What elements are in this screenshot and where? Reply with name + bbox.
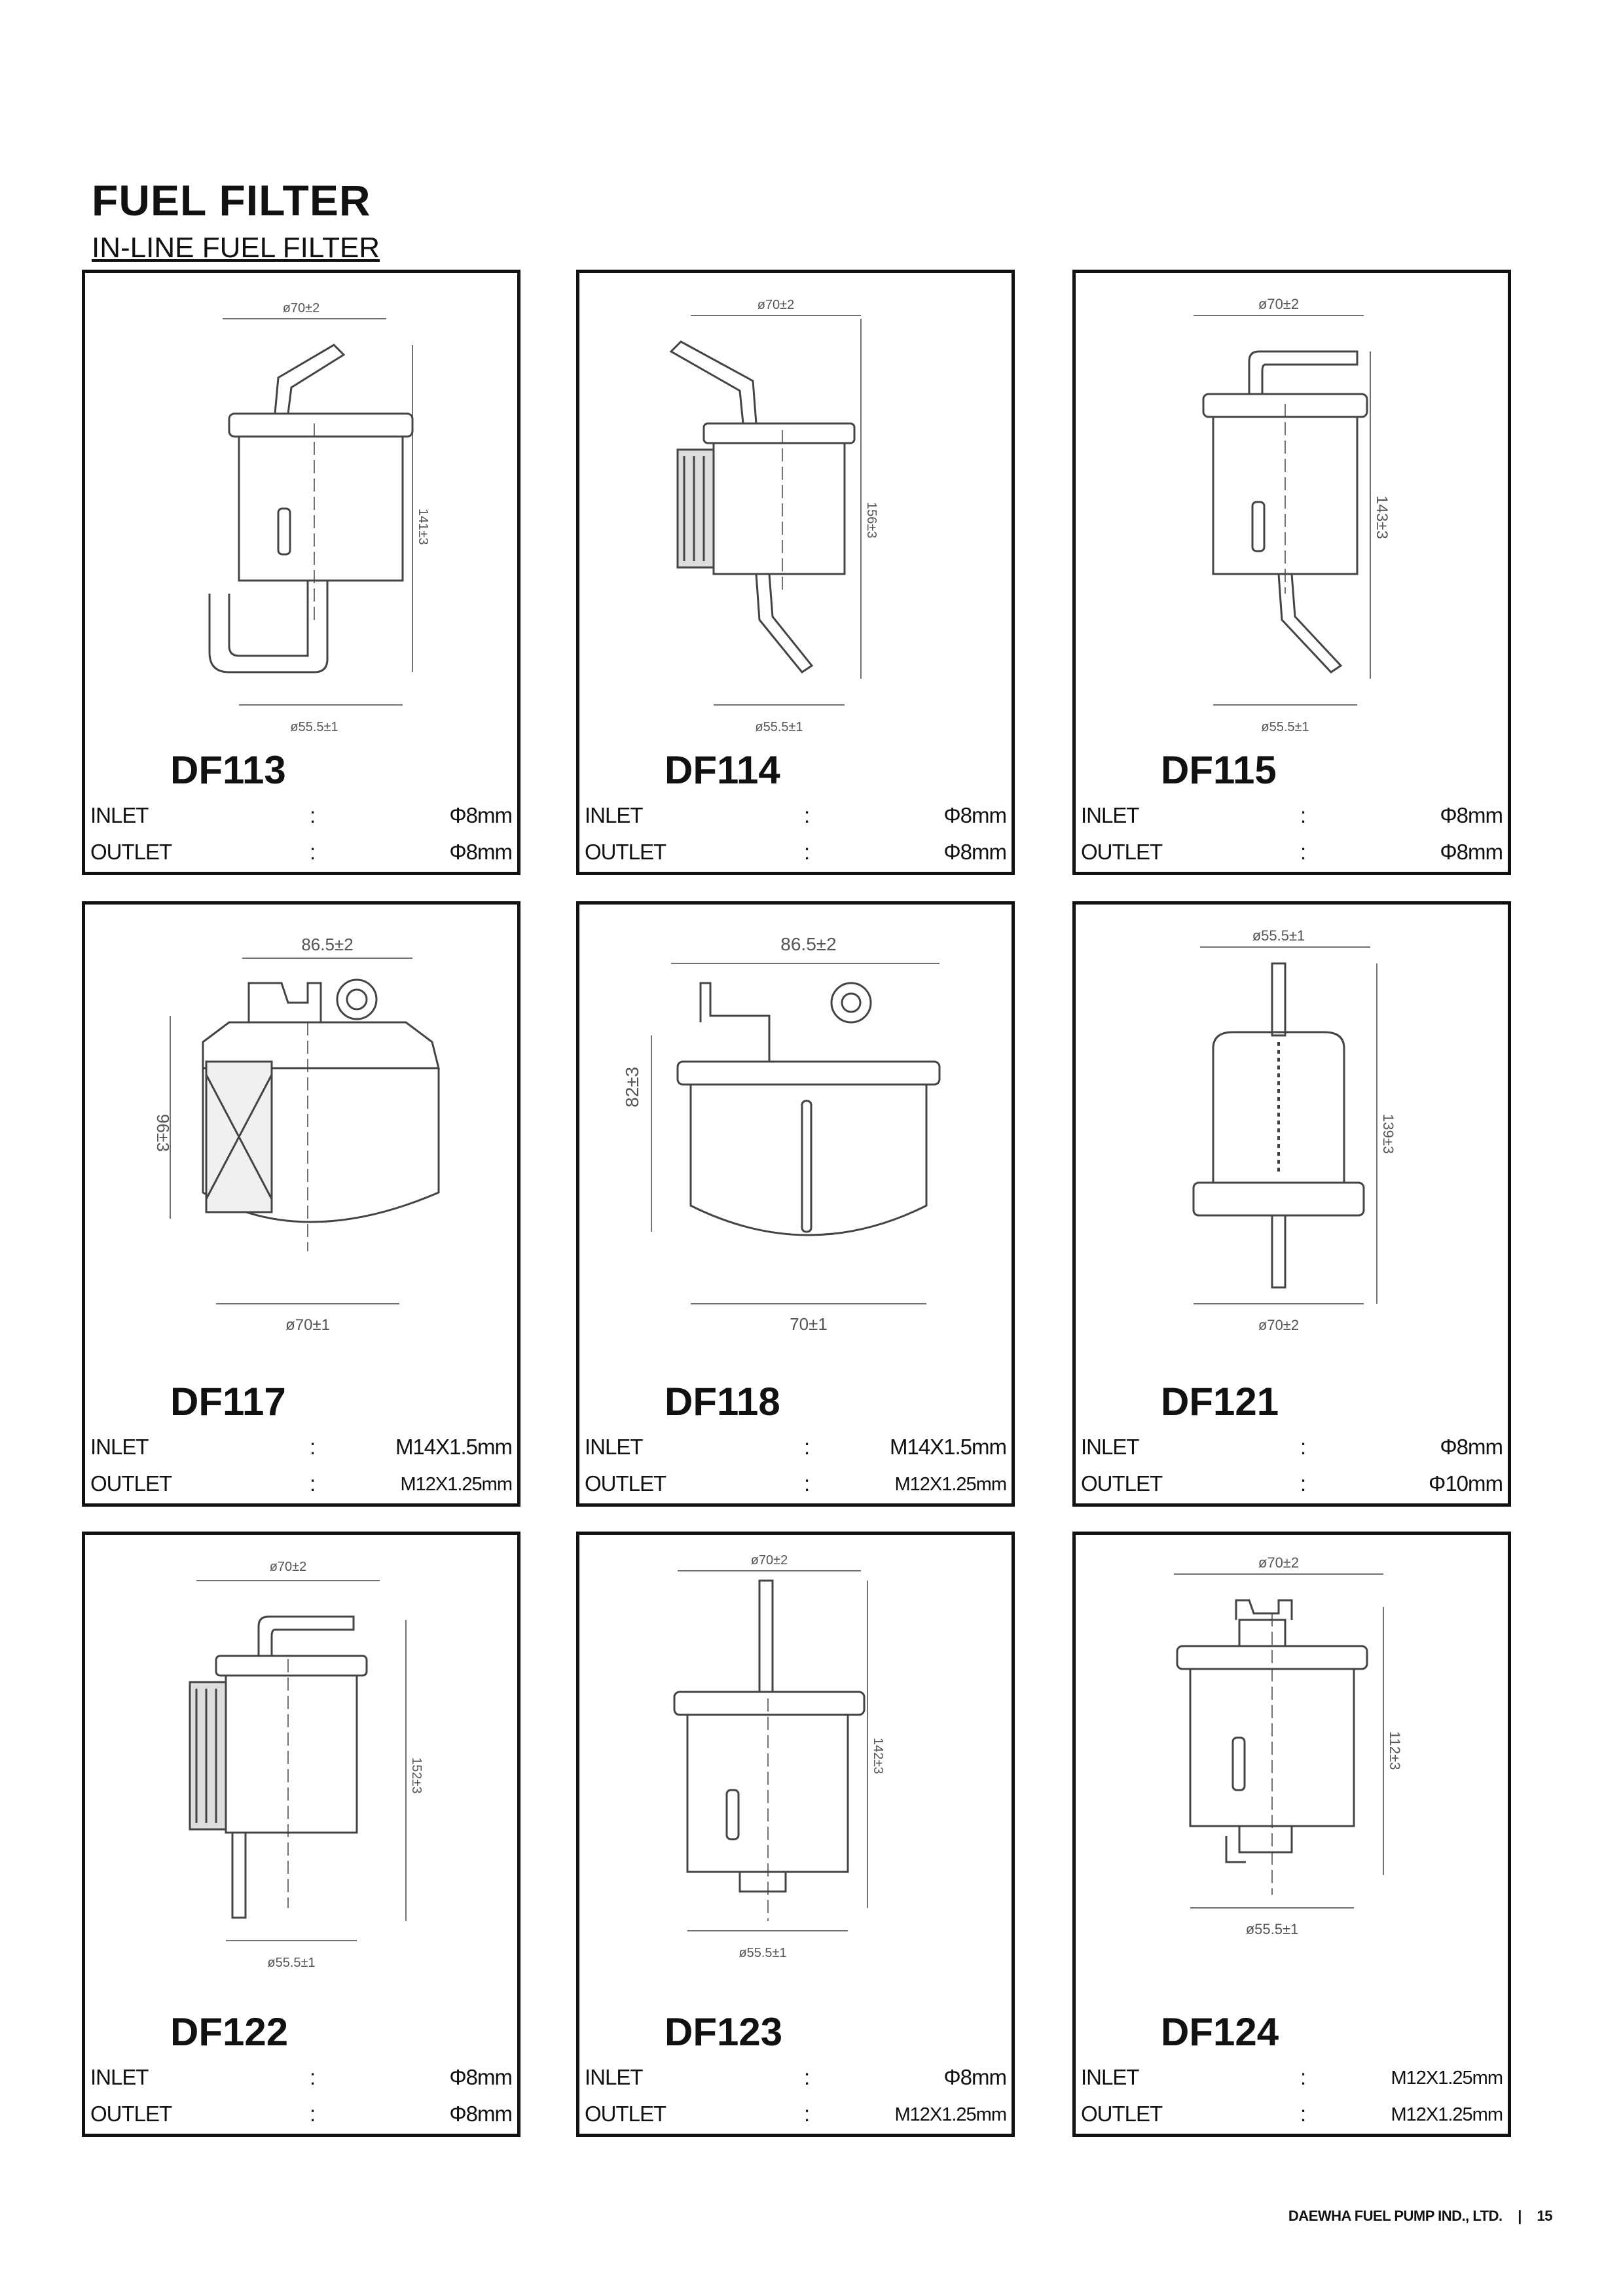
df115-dim-top: ø70±2 xyxy=(1258,296,1300,312)
outlet-label: OUTLET xyxy=(90,840,172,864)
outlet-row xyxy=(90,840,512,872)
outlet-value: M12X1.25mm xyxy=(1391,2104,1503,2125)
inlet-row xyxy=(585,2065,1006,2098)
df123-dim-side: 142±3 xyxy=(871,1738,885,1774)
outlet-value: M12X1.25mm xyxy=(400,1474,512,1495)
df124-dim-side: 112±3 xyxy=(1387,1731,1403,1770)
inlet-row xyxy=(1081,2065,1503,2098)
df118-dim-side: 82±3 xyxy=(622,1066,642,1107)
filter-card-df117 xyxy=(82,901,520,1507)
df114-dim-side: 156±3 xyxy=(864,502,879,539)
filter-card-df121 xyxy=(1072,901,1511,1507)
inlet-value: Φ8mm xyxy=(1440,1435,1503,1459)
inlet-row xyxy=(90,803,512,836)
outlet-value: Φ8mm xyxy=(943,840,1006,864)
outlet-label: OUTLET xyxy=(1081,840,1163,864)
inlet-row xyxy=(1081,803,1503,836)
colon: : xyxy=(1300,1471,1306,1496)
df115-drawing xyxy=(1082,279,1501,751)
df114-dim-bottom: ø55.5±1 xyxy=(755,720,803,734)
colon: : xyxy=(804,840,810,864)
filter-card-df114 xyxy=(576,270,1015,875)
outlet-row xyxy=(1081,840,1503,872)
outlet-row xyxy=(90,1471,512,1504)
colon: : xyxy=(310,1435,316,1459)
outlet-value: M12X1.25mm xyxy=(894,2104,1006,2125)
df122-dim-side: 152±3 xyxy=(409,1757,424,1794)
outlet-label: OUTLET xyxy=(90,1471,172,1496)
df115-dim-side: 143±3 xyxy=(1373,495,1391,539)
df117-drawing xyxy=(92,911,511,1382)
outlet-row xyxy=(585,1471,1006,1504)
filter-card-df123 xyxy=(576,1532,1015,2137)
model-name: DF118 xyxy=(665,1380,780,1424)
df113-drawing xyxy=(92,279,511,751)
model-name: DF114 xyxy=(665,748,780,792)
model-name: DF121 xyxy=(1161,1380,1279,1424)
df121-dim-bottom: ø70±2 xyxy=(1258,1317,1300,1333)
df118-drawing xyxy=(586,911,1005,1382)
page-number: 15 xyxy=(1537,2208,1552,2224)
df121-drawing xyxy=(1082,911,1501,1382)
colon: : xyxy=(804,1435,810,1459)
filter-card-df118 xyxy=(576,901,1015,1507)
colon: : xyxy=(804,1471,810,1496)
df122-dim-top: ø70±2 xyxy=(269,1560,307,1574)
df123-dim-top: ø70±2 xyxy=(750,1553,788,1568)
df113-dim-top: ø70±2 xyxy=(282,301,320,315)
outlet-row xyxy=(585,840,1006,872)
colon: : xyxy=(1300,803,1306,827)
inlet-value: Φ8mm xyxy=(1440,803,1503,827)
outlet-value: Φ8mm xyxy=(449,840,512,864)
model-name: DF122 xyxy=(170,2010,289,2054)
inlet-label: INLET xyxy=(90,2065,149,2089)
colon: : xyxy=(1300,1435,1306,1459)
colon: : xyxy=(310,803,316,827)
inlet-label: INLET xyxy=(1081,2065,1139,2089)
page-title: FUEL FILTER xyxy=(92,176,371,224)
inlet-row xyxy=(585,1435,1006,1467)
filter-card-df115 xyxy=(1072,270,1511,875)
outlet-label: OUTLET xyxy=(1081,2102,1163,2126)
model-name: DF123 xyxy=(665,2010,783,2054)
model-name: DF113 xyxy=(170,748,286,792)
df121-dim-top: ø55.5±1 xyxy=(1252,927,1305,944)
df122-drawing xyxy=(92,1541,511,2013)
outlet-value: Φ10mm xyxy=(1428,1471,1503,1496)
inlet-label: INLET xyxy=(585,2065,643,2089)
df118-dim-top: 86.5±2 xyxy=(780,934,837,954)
df113-dim-side: 141±3 xyxy=(416,509,430,545)
df123-dim-bottom: ø55.5±1 xyxy=(739,1946,787,1960)
df124-dim-top: ø70±2 xyxy=(1258,1554,1300,1571)
page-footer xyxy=(1277,2208,1552,2225)
outlet-row xyxy=(585,2102,1006,2134)
outlet-row xyxy=(90,2102,512,2134)
outlet-label: OUTLET xyxy=(585,2102,666,2126)
df117-dim-side: 96±3 xyxy=(153,1114,173,1152)
colon: : xyxy=(310,840,316,864)
outlet-value: Φ8mm xyxy=(1440,840,1503,864)
inlet-label: INLET xyxy=(90,803,149,827)
inlet-row xyxy=(585,803,1006,836)
inlet-row xyxy=(90,1435,512,1467)
outlet-value: M12X1.25mm xyxy=(894,1474,1006,1495)
outlet-label: OUTLET xyxy=(90,2102,172,2126)
inlet-label: INLET xyxy=(1081,1435,1139,1459)
inlet-value: Φ8mm xyxy=(943,2065,1006,2089)
df114-dim-top: ø70±2 xyxy=(757,298,795,312)
colon: : xyxy=(804,2065,810,2089)
colon: : xyxy=(1300,840,1306,864)
colon: : xyxy=(310,1471,316,1496)
df113-dim-bottom: ø55.5±1 xyxy=(290,720,338,734)
inlet-value: Φ8mm xyxy=(943,803,1006,827)
df124-drawing xyxy=(1082,1541,1501,2013)
colon: : xyxy=(310,2102,316,2126)
inlet-label: INLET xyxy=(585,1435,643,1459)
filter-card-df113 xyxy=(82,270,520,875)
df123-drawing xyxy=(586,1541,1005,2013)
colon: : xyxy=(1300,2065,1306,2089)
outlet-row xyxy=(1081,1471,1503,1504)
colon: : xyxy=(804,2102,810,2126)
footer-separator: | xyxy=(1518,2208,1522,2224)
inlet-row xyxy=(1081,1435,1503,1467)
inlet-label: INLET xyxy=(585,803,643,827)
outlet-label: OUTLET xyxy=(585,840,666,864)
outlet-row xyxy=(1081,2102,1503,2134)
df114-drawing xyxy=(586,279,1005,751)
outlet-value: Φ8mm xyxy=(449,2102,512,2126)
df122-dim-bottom: ø55.5±1 xyxy=(267,1956,316,1970)
inlet-value: M14X1.5mm xyxy=(395,1435,512,1459)
df117-dim-top: 86.5±2 xyxy=(301,935,354,954)
df124-dim-bottom: ø55.5±1 xyxy=(1245,1921,1299,1937)
df121-dim-side: 139±3 xyxy=(1380,1114,1396,1155)
colon: : xyxy=(804,803,810,827)
df117-dim-bottom: ø70±1 xyxy=(285,1316,330,1334)
filter-card-df122 xyxy=(82,1532,520,2137)
inlet-value: M12X1.25mm xyxy=(1391,2068,1503,2089)
model-name: DF124 xyxy=(1161,2010,1279,2054)
outlet-label: OUTLET xyxy=(585,1471,666,1496)
inlet-value: Φ8mm xyxy=(449,2065,512,2089)
df118-dim-bottom: 70±1 xyxy=(790,1314,828,1334)
outlet-label: OUTLET xyxy=(1081,1471,1163,1496)
colon: : xyxy=(1300,2102,1306,2126)
inlet-label: INLET xyxy=(1081,803,1139,827)
inlet-row xyxy=(90,2065,512,2098)
filter-card-df124 xyxy=(1072,1532,1511,2137)
inlet-value: Φ8mm xyxy=(449,803,512,827)
page-subtitle: IN-LINE FUEL FILTER xyxy=(92,232,380,264)
df115-dim-bottom: ø55.5±1 xyxy=(1261,720,1309,734)
inlet-label: INLET xyxy=(90,1435,149,1459)
footer-company: DAEWHA FUEL PUMP IND., LTD. xyxy=(1288,2208,1503,2224)
inlet-value: M14X1.5mm xyxy=(889,1435,1006,1459)
model-name: DF117 xyxy=(170,1380,286,1424)
model-name: DF115 xyxy=(1161,748,1277,792)
colon: : xyxy=(310,2065,316,2089)
